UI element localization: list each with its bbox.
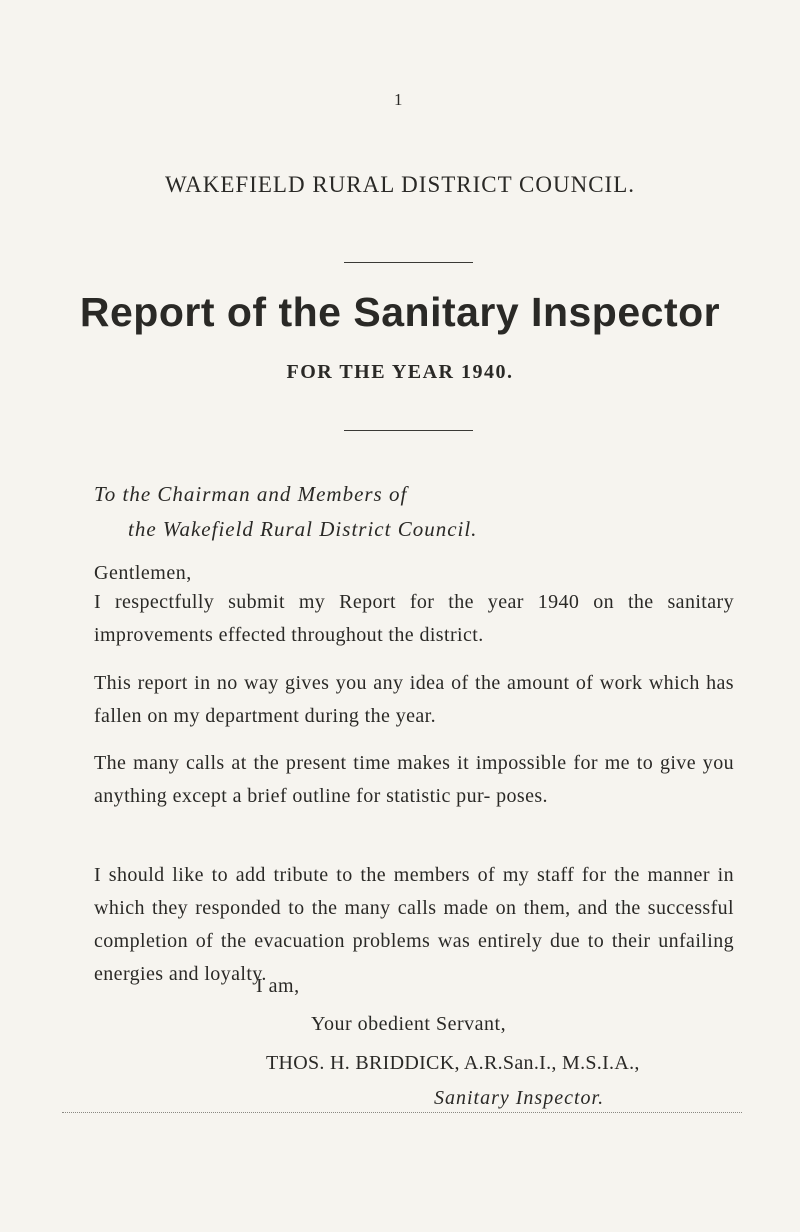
paragraph-2: This report in no way gives you any idea of the amount of work which has fallen on my department during the year. [94, 672, 734, 727]
addressee-line-1: To the Chairman and Members of [94, 482, 408, 506]
addressee-line-2: the Wakefield Rural District Council. [128, 517, 478, 541]
salutation: Gentlemen, [94, 562, 192, 584]
divider-rule-top [344, 262, 473, 263]
paragraph-1: I respectfully submit my Report for the year 1940 on the sanitary improvements effected throughout the district. [94, 591, 734, 646]
paragraph-4: I should like to add tribute to the members of my staff for the manner in which they responded to the many calls made on them, and the successful completion of the evacuation problems was entirely due to their unfailing energies and loyalty. [94, 864, 734, 985]
paragraph-3: The many calls at the present time makes it impossible for me to give you anything except a brief outline for statistic pur- poses. [94, 752, 734, 807]
report-title: Report of the Sanitary Inspector [79, 289, 721, 335]
council-title: WAKEFIELD RURAL DISTRICT COUNCIL. [165, 172, 635, 197]
dotted-leader-line [62, 1112, 742, 1113]
signature-title: Sanitary Inspector. [434, 1087, 605, 1109]
closing-line-1: I am, [256, 975, 300, 997]
closing-line-2: Your obedient Servant, [311, 1013, 507, 1035]
report-subtitle: FOR THE YEAR 1940. [286, 361, 514, 383]
signature-name: THOS. H. BRIDDICK, A.R.San.I., M.S.I.A., [266, 1052, 640, 1074]
page-number: 1 [394, 90, 403, 109]
divider-rule-bottom [344, 430, 473, 431]
